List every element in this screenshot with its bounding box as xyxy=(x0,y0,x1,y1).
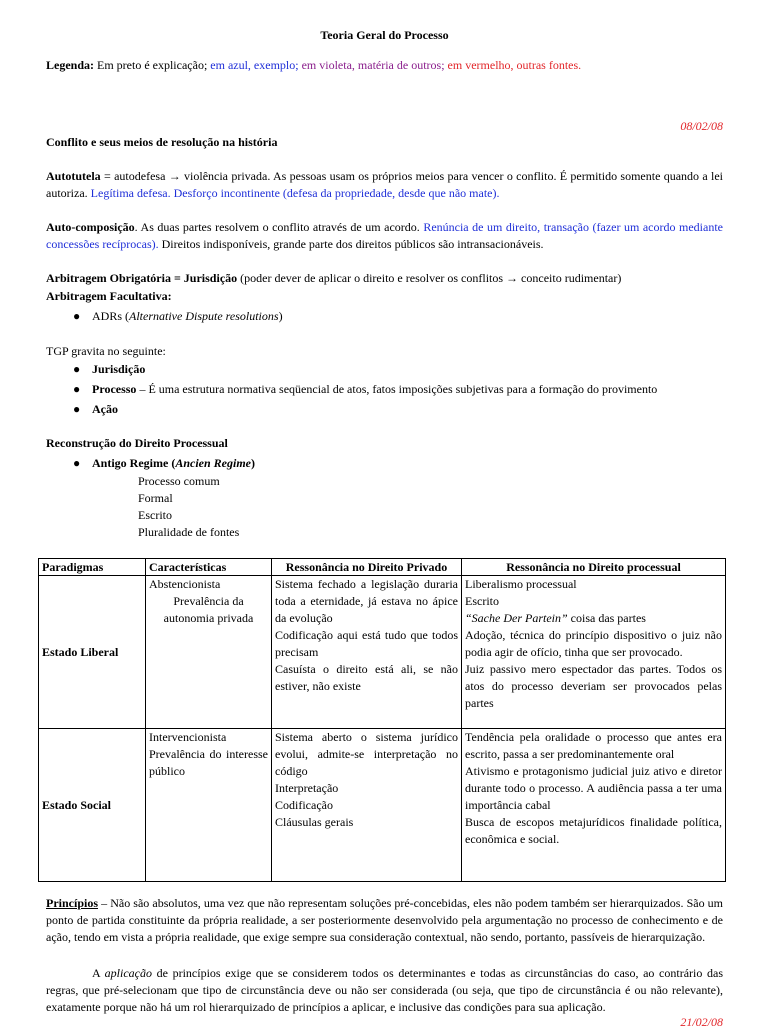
date-stamp: 21/02/08 xyxy=(680,1015,723,1029)
table-cell: Estado Social xyxy=(39,729,146,882)
principios-text: – Não são absolutos, uma vez que não representam soluções pré-concebidas, eles não podem também ser hierarquizados. São um ponto de partida constituinte da própria realidade, a ser posteriormente desenvolvido pela argumentação no processo de conhecimento e de ação, tendo em vista a própria realidade, que exige sempre sua consideração contextual, não sendo, portanto, passíveis de hierarquização. xyxy=(46,896,724,944)
tgp-intro: TGP gravita no seguinte: xyxy=(46,344,166,358)
table-header: Ressonância no Direito processual xyxy=(462,559,726,576)
table-header-row xyxy=(39,559,726,576)
table-cell: Sistema fechado a legislação duraria toda a eternidade, já estava no ápice da evolução Codificação aqui está tudo que todos precisam Casuísta o direito está ali, se não estiver, não existe xyxy=(272,576,462,729)
paradigms-table xyxy=(38,558,726,882)
autocomposicao-text2: Direitos indisponíveis, grande parte dos direitos públicos são intransacionáveis. xyxy=(161,237,544,251)
tgp-list xyxy=(46,359,723,419)
paragraph-arbitragem-obrigatoria xyxy=(46,270,723,287)
autotutela-example: Legítima defesa. Desforço incontinente (defesa da propriedade, desde que não mate). xyxy=(90,186,500,200)
term-autocomposicao: Auto-composição xyxy=(46,220,135,234)
legend-label: Legenda: xyxy=(46,58,94,72)
list-item: ● ADRs (Alternative Dispute resolutions) xyxy=(46,306,723,326)
reconstrucao-list xyxy=(46,453,723,473)
legend-red: em vermelho, outras fontes. xyxy=(447,58,582,72)
legend-black: Em preto é explicação; xyxy=(97,58,208,72)
autocomposicao-text: . As duas partes resolvem o conflito através de um acordo. xyxy=(134,220,420,234)
paragraph-principios xyxy=(46,895,723,946)
bullet-icon: ● xyxy=(73,402,81,416)
autocomposicao-example: Renúncia de um direito, transação (fazer um acordo mediante concessões recíprocas). xyxy=(46,220,723,251)
list-item: ● Ação xyxy=(46,399,723,419)
date-stamp: 08/02/08 xyxy=(680,119,723,133)
autotutela-text: = autodefesa → violência privada. As pessoas usam os próprios meios para vencer o conflito. É permitido somente quando a lei autoriza. xyxy=(46,169,724,200)
table-header: Paradigmas xyxy=(39,559,146,576)
adr-italic: Alternative Dispute resolutions xyxy=(129,309,279,323)
term-arbitragem-obrigatoria: Arbitragem Obrigatória = Jurisdição xyxy=(46,271,238,285)
table-header: Ressonância no Direito Privado xyxy=(272,559,462,576)
section-heading-reconstrucao: Reconstrução do Direito Processual xyxy=(46,436,228,450)
term-autotutela: Autotutela xyxy=(46,169,101,183)
adr-list xyxy=(46,306,723,326)
paragraph-autotutela xyxy=(46,168,723,202)
bullet-icon: ● xyxy=(73,382,81,396)
subitem: Processo comum xyxy=(138,474,220,488)
paragraph-autocomposicao xyxy=(46,219,723,253)
legend-violet: em violeta, matéria de outros; xyxy=(301,58,445,72)
bullet-icon: ● xyxy=(73,362,81,376)
subitem: Pluralidade de fontes xyxy=(138,525,240,539)
table-cell: Estado Liberal xyxy=(39,576,146,729)
page-title: Teoria Geral do Processo xyxy=(320,28,449,42)
table-row xyxy=(39,729,726,882)
reconstrucao-subitems xyxy=(138,473,239,541)
list-item: ● Antigo Regime (Ancien Regime) xyxy=(46,453,723,473)
list-item: ● Processo – É uma estrutura normativa seqüencial de atos, fatos imposições subjetivas para a formação do provimento xyxy=(46,379,723,399)
bullet-icon: ● xyxy=(73,456,81,470)
table-cell: Abstencionista Prevalência da autonomia privada xyxy=(146,576,272,729)
subitem: Formal xyxy=(138,491,173,505)
table-cell: Sistema aberto o sistema jurídico evolui, admite-se interpretação no código Interpretação Codificação Cláusulas gerais xyxy=(272,729,462,882)
bullet-icon: ● xyxy=(73,309,81,323)
subitem: Escrito xyxy=(138,508,172,522)
table-cell: Tendência pela oralidade o processo que antes era escrito, passa a ser predominantemente oral Ativismo e protagonismo judicial juiz ativo e diretor durante todo o processo. A audiência passa a ter uma importância cabal Busca de escopos metajurídicos finalidade política, econômica e social. xyxy=(462,729,726,882)
arbitragem-obrigatoria-text: (poder dever de aplicar o direito e resolver os conflitos → conceito rudimentar) xyxy=(240,271,622,285)
legend xyxy=(46,57,723,74)
table-row xyxy=(39,576,726,729)
term-arbitragem-facultativa: Arbitragem Facultativa: xyxy=(46,289,172,303)
list-item: ● Jurisdição xyxy=(46,359,723,379)
table-cell: Intervencionista Prevalência do interesse público xyxy=(146,729,272,882)
term-principios: Princípios xyxy=(46,896,99,910)
paragraph-aplicacao: A aplicação de princípios exige que se considerem todos os determinantes e todas as circunstâncias do caso, ao contrário das regras, que pré-selecionam que tipo de circunstância deve ou não ser considerada (ou seja, que tipo de circunstância é ou não relevante), exatamente porque não há um rol hierarquizado de princípios a aplicar, e inclusive das condições para sua aplicação. xyxy=(46,966,724,1014)
legend-blue: em azul, exemplo; xyxy=(210,58,299,72)
table-cell: Liberalismo processual Escrito “Sache Der Partein” coisa das partes Adoção, técnica do princípio dispositivo o juiz não podia agir de ofício, tinha que ser provocado. Juiz passivo mero espectador das partes. Todos os atos do processo deveriam ser provocados pelas partes xyxy=(462,576,726,729)
section-heading-conflito: Conflito e seus meios de resolução na história xyxy=(46,135,278,149)
table-header: Características xyxy=(146,559,272,576)
